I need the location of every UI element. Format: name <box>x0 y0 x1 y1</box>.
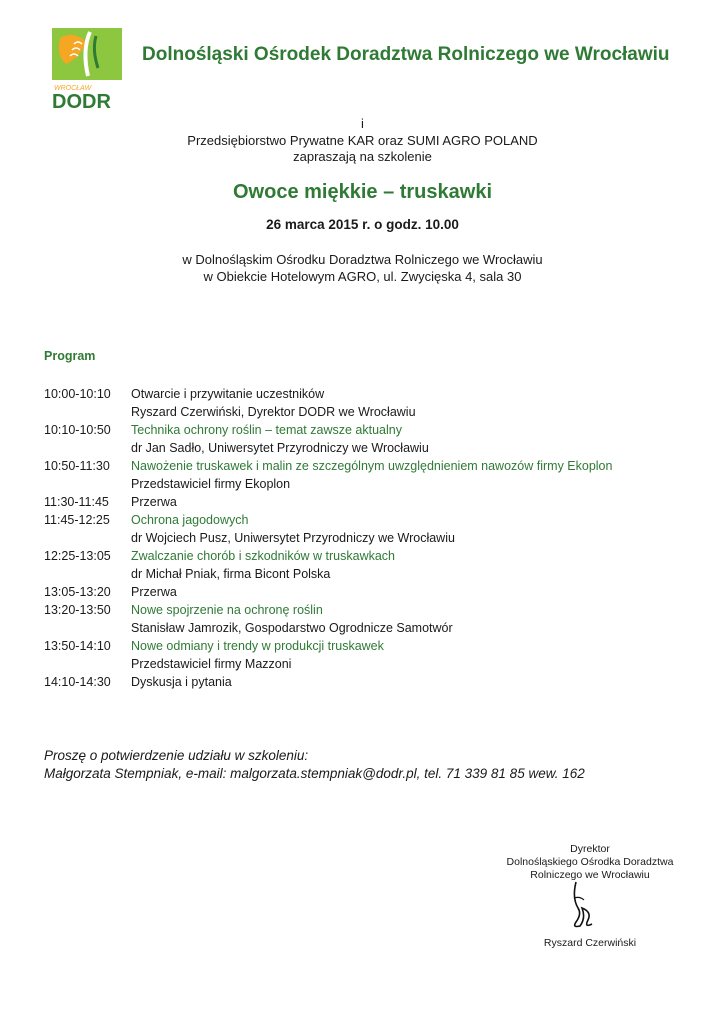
program-row <box>44 439 684 457</box>
program-row <box>44 655 684 673</box>
program-time: 11:45-12:25 <box>44 513 110 527</box>
program-row <box>44 565 684 583</box>
program-detail: Stanisław Jamrozik, Gospodarstwo Ogrodnicze Samotwór <box>131 621 453 635</box>
program-row <box>44 601 684 619</box>
program-row <box>44 403 684 421</box>
venue-line-1: w Dolnośląskim Ośrodku Doradztwa Rolniczego we Wrocławiu <box>182 252 543 267</box>
program-detail: Przedstawiciel firmy Mazzoni <box>131 657 292 671</box>
venue-line-2: w Obiekcie Hotelowym AGRO, ul. Zwycięska 4, sala 30 <box>203 269 522 284</box>
signature-org-line-2: Rolniczego we Wrocławiu <box>530 869 650 881</box>
confirmation-line-2: Małgorzata Stempniak, e-mail: malgorzata.stempniak@dodr.pl, tel. 71 339 81 85 wew. 162 <box>44 766 585 781</box>
program-time: 12:25-13:05 <box>44 549 111 563</box>
program-topic: Nowe spojrzenie na ochronę roślin <box>131 603 323 617</box>
program-time: 10:00-10:10 <box>44 387 111 401</box>
program-topic: Nawożenie truskawek i malin ze szczególnym uwzględnieniem nawozów firmy Ekoplon <box>131 459 613 473</box>
program-topic: Ochrona jagodowych <box>131 513 249 527</box>
invite-text: zapraszają na szkolenie <box>293 149 432 164</box>
signature-org-line-1: Dolnośląskiego Ośrodka Doradztwa <box>506 856 674 868</box>
program-row <box>44 385 684 403</box>
program-detail: dr Jan Sadło, Uniwersytet Przyrodniczy we Wrocławiu <box>131 441 429 455</box>
event-date: 26 marca 2015 r. o godz. 10.00 <box>266 217 459 232</box>
program-detail: Ryszard Czerwiński, Dyrektor DODR we Wrocławiu <box>131 405 416 419</box>
and-text: i <box>361 116 364 131</box>
program-topic: Nowe odmiany i trendy w produkcji truskawek <box>131 639 384 653</box>
program-time <box>44 403 131 421</box>
program-topic: Zwalczanie chorób i szkodników w truskawkach <box>131 549 395 563</box>
signature-block <box>490 843 690 882</box>
signature-role: Dyrektor <box>570 843 610 855</box>
program-topic: Technika ochrony roślin – temat zawsze aktualny <box>131 423 402 437</box>
program-row <box>44 475 684 493</box>
program-time: 13:50-14:10 <box>44 639 111 653</box>
program-row <box>44 637 684 655</box>
program-row <box>44 529 684 547</box>
program-time <box>44 529 131 547</box>
program-row <box>44 457 684 475</box>
program-list <box>44 385 684 691</box>
logo-big-text: DODR <box>52 91 111 110</box>
program-time <box>44 475 131 493</box>
dodr-logo <box>52 28 122 110</box>
program-detail: dr Wojciech Pusz, Uniwersytet Przyrodniczy we Wrocławiu <box>131 531 455 545</box>
program-row <box>44 673 684 691</box>
program-time: 11:30-11:45 <box>44 495 109 509</box>
program-row <box>44 511 684 529</box>
program-time: 10:10-10:50 <box>44 423 111 437</box>
program-time <box>44 439 131 457</box>
program-detail: Przerwa <box>131 585 177 599</box>
program-row <box>44 421 684 439</box>
program-heading: Program <box>44 349 96 363</box>
program-time <box>44 565 131 583</box>
program-time <box>44 619 131 637</box>
confirmation-line-1: Proszę o potwierdzenie udziału w szkoleniu: <box>44 748 309 763</box>
program-detail: Przerwa <box>131 495 177 509</box>
logo-small-text: WROCŁAW <box>54 85 92 92</box>
program-time: 10:50-11:30 <box>44 459 110 473</box>
program-time: 14:10-14:30 <box>44 675 111 689</box>
organization-title: Dolnośląski Ośrodek Doradztwa Rolniczego we Wrocławiu <box>142 44 670 65</box>
program-detail: Przedstawiciel firmy Ekoplon <box>131 477 291 491</box>
confirmation-block <box>44 747 585 783</box>
program-time: 13:20-13:50 <box>44 603 111 617</box>
program-detail: Otwarcie i przywitanie uczestników <box>131 387 325 401</box>
handwritten-signature <box>562 878 602 934</box>
program-detail: dr Michał Pniak, firma Bicont Polska <box>131 567 331 581</box>
program-row <box>44 547 684 565</box>
program-row <box>44 619 684 637</box>
program-time <box>44 655 131 673</box>
program-time: 13:05-13:20 <box>44 585 111 599</box>
partners-text: Przedsiębiorstwo Prywatne KAR oraz SUMI AGRO POLAND <box>187 133 538 148</box>
program-row <box>44 493 684 511</box>
program-row <box>44 583 684 601</box>
program-detail: Dyskusja i pytania <box>131 675 232 689</box>
signature-name: Ryszard Czerwiński <box>543 937 637 949</box>
event-title: Owoce miękkie – truskawki <box>232 181 493 203</box>
